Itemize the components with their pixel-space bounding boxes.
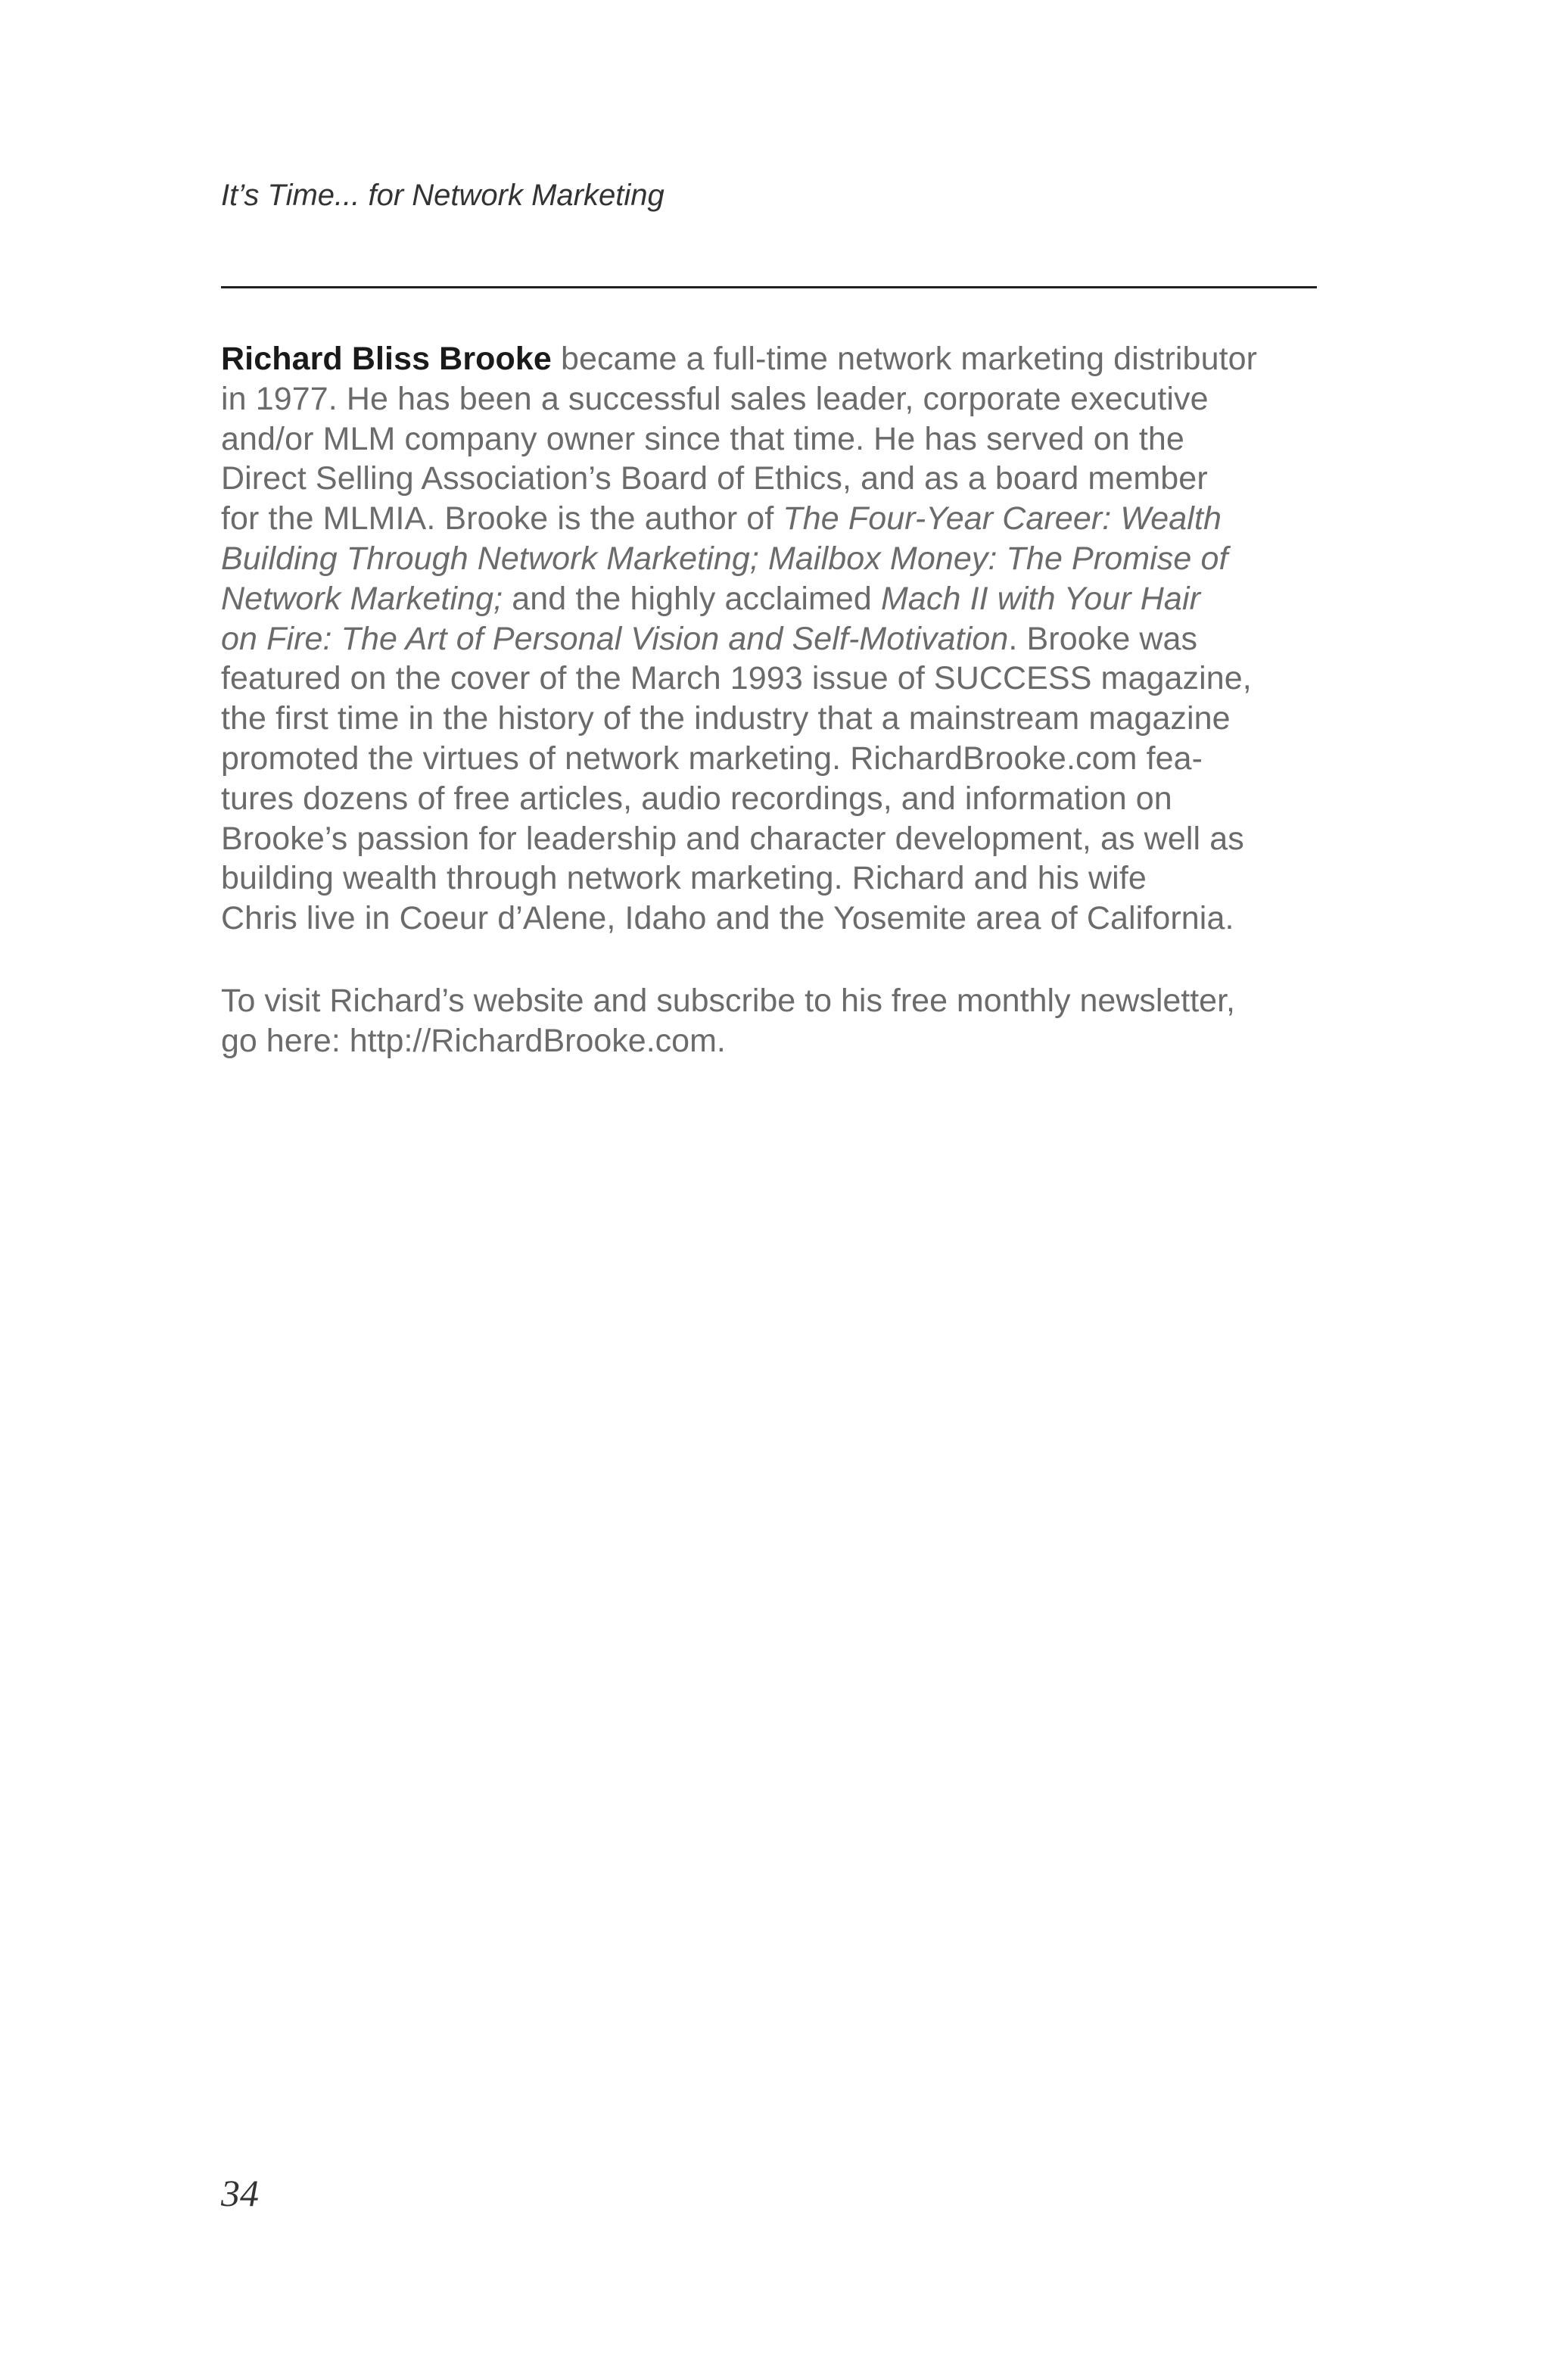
bio-text: Direct Selling Association’s Board of Ethics, and as a board member [221,460,1208,497]
bio-line [221,459,1326,499]
book-title-text: on Fire: The Art of Personal Vision and Self-Motivation [221,620,1009,657]
bio-text: featured on the cover of the March 1993 issue of SUCCESS magazine, [221,660,1252,697]
bio-text: . Brooke was [1008,620,1198,657]
bio-line [221,779,1326,819]
bio-line [221,499,1326,539]
bio-line [221,419,1326,459]
bio-line [221,579,1326,619]
bio-line [221,739,1326,779]
bio-line [221,699,1326,739]
running-head-title: It’s Time... for Network Marketing [221,179,665,212]
header-divider [221,286,1317,288]
bio-text: and the highly acclaimed [503,580,881,617]
bio-line [221,819,1326,859]
bio-line [221,659,1326,699]
author-bio-paragraph [221,339,1326,939]
book-title-text: Network Marketing; [221,580,503,617]
bio-text: tures dozens of free articles, audio recordings, and information on [221,780,1172,817]
page-number: 34 [221,2172,259,2214]
bio-line [221,858,1326,899]
bio-text: building wealth through network marketing. Richard and his wife [221,860,1147,897]
bio-text: in 1977. He has been a successful sales leader, corporate executive [221,380,1209,417]
book-title-text: Mach II with Your Hair [881,580,1201,617]
book-title-text: The Four-Year Career: Wealth [783,500,1222,537]
bio-text: for the MLMIA. Brooke is the author of [221,500,783,537]
bio-text: Chris live in Coeur d’Alene, Idaho and the Yosemite area of California. [221,900,1234,937]
website-note-line: go here: http://RichardBrooke.com. [221,1022,726,1059]
bio-text: became a full-time network marketing distributor [551,341,1258,377]
bio-line [221,539,1326,579]
bio-line [221,619,1326,659]
bio-line [221,899,1326,939]
bio-text: Brooke’s passion for leadership and character development, as well as [221,820,1244,857]
author-name: Richard Bliss Brooke [221,341,552,377]
bio-text: promoted the virtues of network marketing. RichardBrooke.com fea- [221,740,1203,777]
bio-text: the first time in the history of the industry that a mainstream magazine [221,700,1231,737]
website-note-line: To visit Richard’s website and subscribe to his free monthly newsletter, [221,983,1235,1019]
bio-text: and/or MLM company owner since that time. He has served on the [221,420,1184,457]
book-title-text: Building Through Network Marketing; Mailbox Money: The Promise of [221,540,1228,577]
bio-line [221,379,1326,419]
bio-line [221,339,1326,379]
website-note-paragraph [221,981,1326,1061]
